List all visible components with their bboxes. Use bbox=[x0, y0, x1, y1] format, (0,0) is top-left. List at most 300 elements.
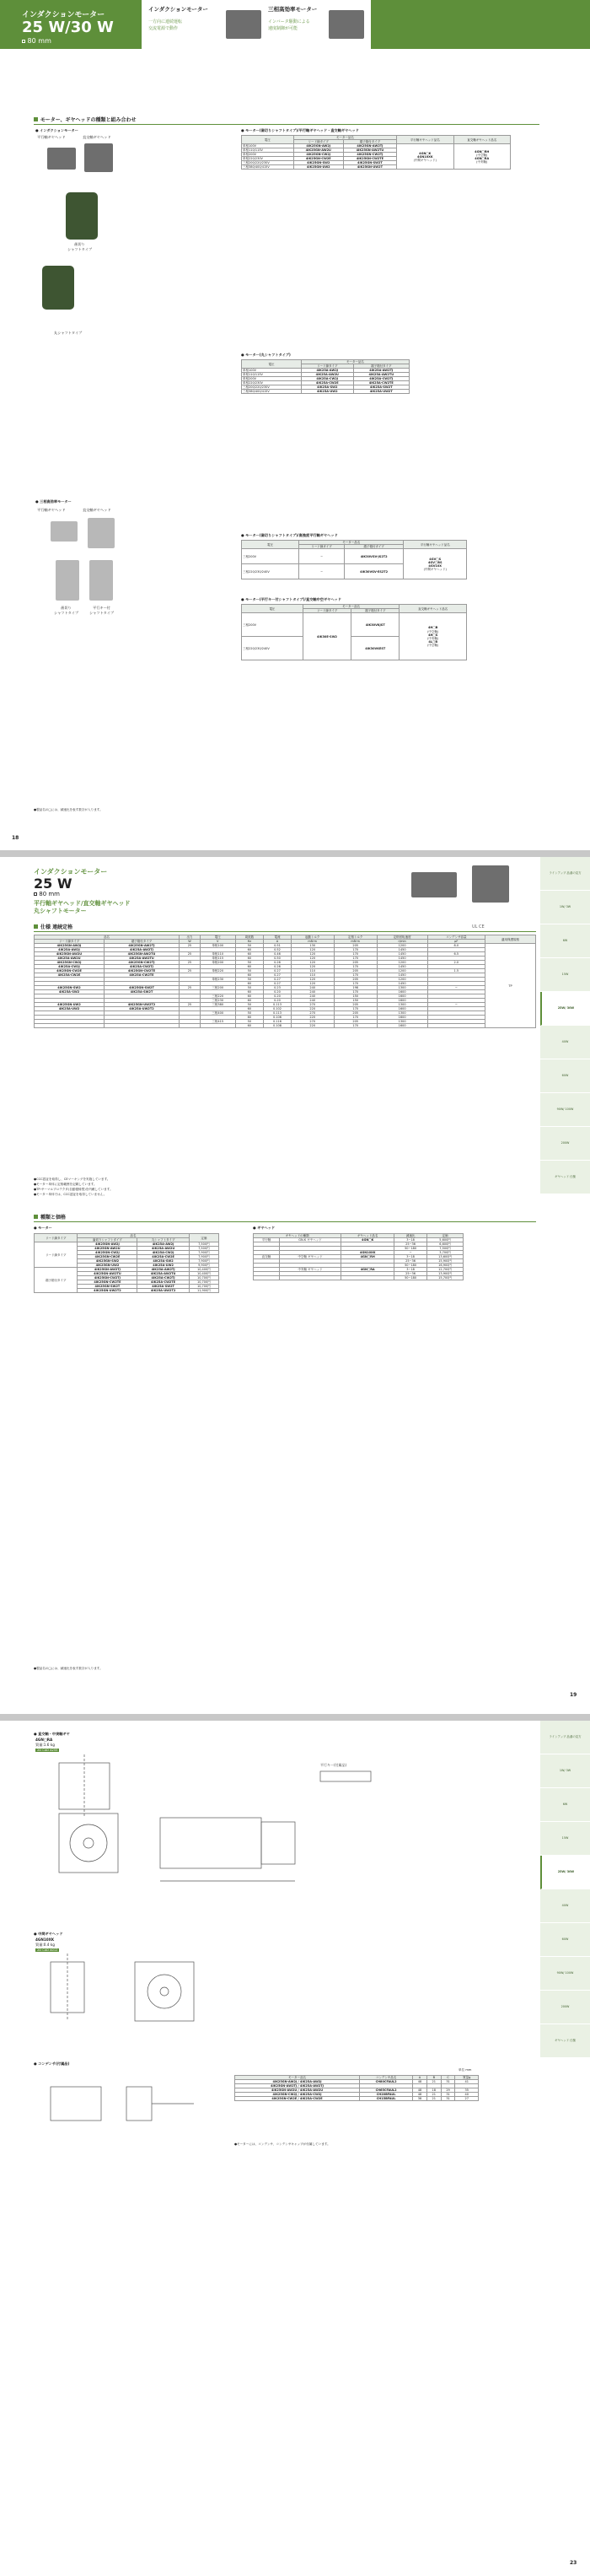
spec-u-out: W bbox=[179, 940, 200, 944]
t1-r3-v: 単相220/230V bbox=[242, 157, 294, 161]
spec-marker bbox=[34, 924, 38, 929]
spec-cell: 4IK25GN-AW2TJ bbox=[105, 944, 180, 948]
t1-gear2: 4GN10XK bbox=[417, 154, 433, 159]
spec-cell: 1600 bbox=[377, 990, 427, 994]
gear-cell: 7,500円 bbox=[427, 1247, 464, 1251]
spec-cell: − bbox=[427, 1003, 485, 1007]
t4-lead: 4IK30E-SW2 bbox=[303, 613, 351, 660]
s1-front-shaft bbox=[83, 1838, 94, 1848]
gear-cell: 5,600円 bbox=[427, 1238, 464, 1242]
capacitor-cell: 4IK25GN-AW2J / 4IK25A-AW2J bbox=[235, 2080, 360, 2084]
spec-cell: 4IK25GN-SW2 bbox=[35, 986, 105, 990]
spec-note-1: ●モーター単体に定格範囲を記載しています。 bbox=[34, 1183, 97, 1186]
t3-r2-b: 4IK30VGV-ES2T2 bbox=[344, 564, 404, 579]
spec-cell: 25 bbox=[179, 944, 200, 948]
spec-cell: 4IK25GN-AW2TU bbox=[105, 952, 180, 957]
spec-cell: 2.0 bbox=[427, 961, 485, 965]
lbl-three-pinion2: シャフトタイプ bbox=[54, 611, 79, 615]
spec-u-cur: A bbox=[264, 940, 292, 944]
th-parallel-gear: 平行軸ギヤヘッド品名 bbox=[397, 136, 453, 144]
p19-tab-8[interactable]: 200W bbox=[540, 1127, 590, 1161]
p19-tab-0[interactable]: ラインアップ 品番の見方 bbox=[540, 857, 590, 891]
gear-cell: 15,700円 bbox=[427, 1276, 464, 1280]
gear-cell: 25~36 bbox=[394, 1272, 427, 1276]
spec-cell: 205 bbox=[334, 1020, 377, 1024]
spec-u-rated: mN·m bbox=[334, 940, 377, 944]
gear-cell: 4GN10XK bbox=[341, 1251, 394, 1255]
header-induction-title: インダクションモーター bbox=[148, 6, 208, 13]
spec-cell: 198 bbox=[334, 986, 377, 990]
t2-r4-a: 4IK25A-SW2 bbox=[301, 385, 353, 390]
t4-box1: 4IK30VKJST bbox=[351, 613, 400, 637]
t1-r0-a: 4IK25GN-AW2J bbox=[293, 144, 343, 148]
t3-th-lead: リード線タイプ bbox=[299, 545, 345, 549]
th-voltage: 電圧 bbox=[242, 136, 294, 144]
three-key-motor-photo bbox=[89, 560, 113, 601]
s3-title: ● コンデンサ(付属品) bbox=[34, 2061, 70, 2066]
spec-cell: 60 bbox=[235, 982, 264, 986]
spec-cell: 60 bbox=[235, 994, 264, 999]
spec-cell: 0.23 bbox=[264, 986, 292, 990]
spec-cell: 0.20 bbox=[264, 994, 292, 999]
spec-u-speed: r/min bbox=[377, 940, 427, 944]
t1-r3-a: 4IK25GN-CW2E bbox=[293, 157, 343, 161]
t2-r3-v: 単相220/230V bbox=[242, 381, 302, 385]
t2-r2-b: 4IK25A-CW2TJ bbox=[353, 377, 409, 381]
p23-tab-9[interactable]: ギヤヘッド 仕様 bbox=[540, 2024, 590, 2058]
p19-sub2: 丸シャフトモーター bbox=[34, 908, 87, 914]
spec-cell: 220 bbox=[291, 1016, 334, 1020]
p19-frame-value: 80 mm bbox=[39, 891, 61, 897]
gear-cell: 13,600円 bbox=[427, 1255, 464, 1259]
p19-tab-3[interactable]: 15W bbox=[540, 958, 590, 992]
t4-g1-sub: (中空軸) bbox=[427, 629, 439, 633]
motor-price-cell: 7,500円 bbox=[189, 1247, 218, 1251]
spec-cell: 120 bbox=[291, 948, 334, 952]
s1-motor-cap bbox=[261, 1822, 295, 1864]
gp-th-ratio: 減速比 bbox=[394, 1234, 427, 1238]
spec-cell bbox=[105, 1024, 180, 1028]
motor-pinion-cell: 4IK25GN-UW2 bbox=[78, 1264, 137, 1268]
p19-tab-1[interactable]: 1W/ 3W bbox=[540, 891, 590, 924]
spec-cell: 単相110 bbox=[200, 952, 235, 957]
mp-th-pinion: 歯切りシャフトタイプ bbox=[78, 1238, 137, 1242]
spec-cell: − bbox=[427, 986, 485, 990]
spec-cell: 1600 bbox=[377, 1007, 427, 1011]
header-three-title: 三相高効率モーター bbox=[268, 6, 318, 13]
spec-cell: 4IK25GN-SW2T bbox=[105, 986, 180, 990]
spec-cell: 三相230 bbox=[200, 999, 235, 1003]
t4-th-lead: リード線タイプ bbox=[303, 609, 351, 613]
capacitor-cell: 27 bbox=[455, 2097, 479, 2101]
gear-cell: 50~180 bbox=[394, 1247, 427, 1251]
spec-cell: 240 bbox=[291, 999, 334, 1003]
gear-cell: 4GN□K bbox=[341, 1238, 394, 1242]
t1-r5-b: 4IK25GN-UW2T bbox=[343, 165, 396, 170]
s2-front-shaft bbox=[160, 1987, 169, 1996]
s1-cad: 2D CAD A255 bbox=[37, 1749, 58, 1752]
th-lead: リード線タイプ bbox=[293, 140, 343, 144]
motor-price-cell: 9,900円 bbox=[189, 1264, 218, 1268]
t1-ra1: 4GN□RH bbox=[475, 149, 490, 154]
motor-round-cell: 4IK25A-CW2J bbox=[137, 1251, 189, 1255]
motor-round-cell: 4IK25A-AW2J bbox=[137, 1242, 189, 1247]
gear-cell: 25~36 bbox=[394, 1242, 427, 1247]
three-parallel-gearhead-photo bbox=[51, 521, 78, 542]
gear-sub: ● ギヤヘッド bbox=[253, 1226, 276, 1230]
mp-th-round: 丸シャフトタイプ bbox=[137, 1238, 189, 1242]
spec-cell: 60 bbox=[235, 957, 264, 961]
t4-g2: 4H□S bbox=[428, 633, 438, 637]
t1-r2-b: 4IK25GN-CW2TJ bbox=[343, 153, 396, 157]
t2-r3-b: 4IK25A-CW2TE bbox=[353, 381, 409, 385]
pinion-motor-photo bbox=[66, 192, 98, 240]
spec-th-out: 出力 bbox=[179, 935, 200, 940]
spec-cell: 1300 bbox=[377, 1003, 427, 1007]
p19-frame bbox=[34, 891, 60, 897]
capacitor-table bbox=[234, 2075, 479, 2101]
t4-g1: 4H□B bbox=[428, 626, 438, 630]
capacitor-cell: 29 bbox=[441, 2088, 455, 2093]
motor-round-cell: 4IK25A-AW2TU bbox=[137, 1272, 189, 1276]
t3-r2-v: 三相220/230/240V bbox=[242, 564, 299, 579]
s3-title-text: コンデンサ(付属品) bbox=[38, 2061, 70, 2066]
capacitor-cell: 48 bbox=[413, 2088, 427, 2093]
cap-th-c: C bbox=[441, 2076, 455, 2080]
gear-cell: − bbox=[394, 1251, 427, 1255]
motor-group-cell: 端子箱付タイプ bbox=[35, 1268, 78, 1293]
catalog-page-23 bbox=[0, 1721, 590, 2576]
table2-title-text: モーター(丸シャフトタイプ) bbox=[245, 353, 291, 357]
table3-title-text: モーター(歯切りシャフトタイプ)/高強度平行軸ギヤヘッド bbox=[245, 533, 338, 537]
gear-cell: 50~180 bbox=[394, 1276, 427, 1280]
page19-note: ●製品名の□には、減速比を表す数字が入ります。 bbox=[34, 1667, 103, 1670]
spec-cell: 0.26 bbox=[264, 965, 292, 969]
left-ind-title-text: インダクションモーター bbox=[40, 128, 78, 132]
p19-tab-6[interactable]: 60W bbox=[540, 1059, 590, 1093]
s2-cad: 2D CAD A012 bbox=[37, 1948, 58, 1952]
header-power: 25 W/30 W bbox=[22, 19, 114, 36]
spec-cell: 270 bbox=[291, 1003, 334, 1007]
t3-th-gear: 平行軸ギヤヘッド品名 bbox=[404, 541, 467, 549]
lbl-three-key1: 平行キー付 bbox=[93, 606, 110, 610]
motor-price-cell: 7,900円 bbox=[189, 1255, 218, 1259]
parallel-gearhead-photo bbox=[47, 148, 76, 170]
spec-cell: 三相415 bbox=[200, 1020, 235, 1024]
mp-th-type: リード線タイプ bbox=[35, 1234, 78, 1242]
motor-sub: ● モーター bbox=[34, 1226, 52, 1230]
s2-drawing bbox=[34, 1954, 236, 2055]
t2-r5-b: 4IK25A-UW2T bbox=[353, 390, 409, 394]
spec-cell: 170 bbox=[334, 982, 377, 986]
p23-tab-7[interactable]: 90W/ 100W bbox=[540, 1957, 590, 1991]
spec-cell: 0.106 bbox=[264, 1016, 292, 1020]
spec-cell: 150 bbox=[334, 994, 377, 999]
motor-price-cell: 11,900円 bbox=[189, 1289, 218, 1293]
p19-tab-7[interactable]: 90W/ 100W bbox=[540, 1093, 590, 1127]
t4-box2: 4IK30VKEST bbox=[351, 637, 400, 660]
p19-tab-4[interactable]: 25W/ 30W bbox=[540, 992, 590, 1026]
section-rule bbox=[34, 124, 539, 125]
t2-r1-a: 4IK25A-AW2U bbox=[301, 373, 353, 377]
gear-cell: 16,900円 bbox=[427, 1264, 464, 1268]
motor-round-cell: 4IK25A-CW2E bbox=[137, 1255, 189, 1259]
spec-cell: 25 bbox=[179, 1003, 200, 1007]
t2-r2-v: 単相200V bbox=[242, 377, 302, 381]
spec-note-0: ●CCC認証を取得し、CEマーキングを実施しています。 bbox=[34, 1178, 110, 1181]
s2-title: ● 中間ギヤヘッド bbox=[34, 1932, 63, 1936]
capacitor-row bbox=[235, 2097, 479, 2101]
t3-r1-a: − bbox=[299, 549, 345, 564]
spec-cell: 0.116 bbox=[264, 1020, 292, 1024]
spec-cell: 4IK25A-AW2TU bbox=[105, 957, 180, 961]
s2-mass: 質量:0.4 kg bbox=[35, 1943, 55, 1947]
p23-tab-4[interactable]: 25W/ 30W bbox=[540, 1856, 590, 1889]
capacitor-cell: 41 bbox=[455, 2080, 479, 2084]
s2-front-boss bbox=[148, 1975, 181, 2008]
spec-cell: 50 bbox=[235, 961, 264, 965]
p23-tab-1[interactable]: 1W/ 3W bbox=[540, 1754, 590, 1788]
t4-r2-v: 三相220/230/240V bbox=[242, 637, 303, 660]
gear-cell: 4GN□RH bbox=[341, 1255, 394, 1259]
s2-model: 4GN10XK bbox=[35, 1937, 55, 1942]
spec-th-speed: 定格回転速度 bbox=[377, 935, 427, 940]
spec-cell: 205 bbox=[334, 969, 377, 973]
spec-cell: 170 bbox=[334, 957, 377, 961]
cap-th-a: A bbox=[413, 2076, 427, 2080]
spec-cell: 0.27 bbox=[264, 982, 292, 986]
spec-th-start: 起動トルク bbox=[291, 935, 334, 940]
spec-u-freq: Hz bbox=[235, 940, 264, 944]
gp-th-price: 定価 bbox=[427, 1234, 464, 1238]
spec-cell: 60 bbox=[235, 952, 264, 957]
spec-cell: 単相200 bbox=[200, 961, 235, 965]
spec-cell: 4IK25A-SW2 bbox=[35, 990, 105, 994]
spec-cell: 270 bbox=[291, 1011, 334, 1016]
p19-sub1: 平行軸ギヤヘッド/直交軸ギヤヘッド bbox=[34, 900, 131, 907]
t1-r5-v: 三相380/400/415V bbox=[242, 165, 294, 170]
motor-price-cell: 10,700円 bbox=[189, 1280, 218, 1285]
motor-pinion-cell: 4IK25GN-AW2U bbox=[78, 1247, 137, 1251]
header-three-desc1: インバータ駆動による bbox=[268, 19, 310, 24]
s3-cap-side bbox=[126, 2087, 152, 2121]
spec-cell: 205 bbox=[334, 944, 377, 948]
motor-round-cell: 4IK25A-AW2TJ bbox=[137, 1268, 189, 1272]
motor-round-cell: 4IK25A-SW2 bbox=[137, 1259, 189, 1264]
motor-price-cell: 10,700円 bbox=[189, 1276, 218, 1280]
motor-pinion-cell: 4IK25GN-CW2J bbox=[78, 1251, 137, 1255]
gear-cell bbox=[279, 1276, 341, 1280]
capacitor-cell: 18 bbox=[426, 2088, 441, 2093]
header-frame-value: 80 mm bbox=[27, 37, 51, 45]
spec-cell: 25 bbox=[179, 961, 200, 965]
capacitor-cell: 4IK25GN-AW2U / 4IK25A-AW2U bbox=[235, 2088, 360, 2093]
spec-cell: 170 bbox=[334, 948, 377, 952]
gear-cell: GN-K ギヤヘッド bbox=[279, 1238, 341, 1242]
p19-motor-photo-1 bbox=[411, 872, 457, 897]
cap-th-motor: モーター品名 bbox=[235, 2076, 360, 2080]
p23-tab-0[interactable]: ラインアップ 品番の見方 bbox=[540, 1721, 590, 1754]
p23-tab-3[interactable]: 15W bbox=[540, 1822, 590, 1856]
spec-cell: 240 bbox=[291, 994, 334, 999]
t1-ra2-sub: (中実軸) bbox=[476, 159, 488, 164]
t3-r1-v: 三相200V bbox=[242, 549, 299, 564]
t1-ra1-sub: (中空軸) bbox=[476, 153, 488, 157]
spec-cell: 1600 bbox=[377, 994, 427, 999]
header-induction-desc2: 交流電源で動作 bbox=[148, 26, 179, 31]
t3-g3-sub: (中間ギヤヘッド) bbox=[423, 567, 447, 571]
t1-r4-v: 三相200/220/230V bbox=[242, 161, 294, 165]
s1-front-gear bbox=[59, 1813, 118, 1873]
spec-cell: 240 bbox=[291, 986, 334, 990]
lbl-three-key2: シャフトタイプ bbox=[89, 611, 115, 615]
spec-cell: 50 bbox=[235, 944, 264, 948]
spec-cell: 170 bbox=[334, 1024, 377, 1028]
spec-cell: 0.113 bbox=[264, 1011, 292, 1016]
price-marker bbox=[34, 1215, 38, 1219]
t3-g3: 4GV10X bbox=[428, 563, 442, 568]
lbl-parallel: 平行軸ギヤヘッド bbox=[37, 135, 66, 139]
spec-cell: 0.52 bbox=[264, 948, 292, 952]
gear-cell: 3~18 bbox=[394, 1268, 427, 1272]
s3-note: ●モーターには、コンデンサ、コンデンサキャップが付属しています。 bbox=[234, 2142, 330, 2146]
spec-cell: 1300 bbox=[377, 986, 427, 990]
t3-th-box: 端子箱付タイプ bbox=[344, 545, 404, 549]
mp-th-price: 定価 bbox=[189, 1234, 218, 1242]
capacitor-cell: 40 bbox=[455, 2093, 479, 2097]
motor-price-cell: 7,900円 bbox=[189, 1251, 218, 1255]
t2-r4-b: 4IK25A-SW2T bbox=[353, 385, 409, 390]
th-box: 端子箱付タイプ bbox=[343, 140, 396, 144]
spec-note-2: ●TP:サーマルプロテクタ(自動復帰型)を内蔵しています。 bbox=[34, 1188, 113, 1191]
t1-r1-v: 単相110/115V bbox=[242, 148, 294, 153]
t1-r5-a: 4IK25GN-UW2 bbox=[293, 165, 343, 170]
capacitor-body bbox=[235, 2080, 479, 2101]
t3-th-motor: モーター品名 bbox=[299, 541, 404, 545]
price-rule bbox=[34, 1221, 536, 1222]
spec-cell: 120 bbox=[291, 961, 334, 965]
gear-cell bbox=[254, 1276, 280, 1280]
combination-table-1 bbox=[241, 135, 511, 170]
spec-cell: 0.108 bbox=[264, 1024, 292, 1028]
table2-title: ● モーター(丸シャフトタイプ) bbox=[241, 353, 291, 357]
spec-cell: 220 bbox=[291, 1007, 334, 1011]
gear-cell: 13,900円 bbox=[427, 1272, 464, 1276]
spec-cell: 60 bbox=[235, 1016, 264, 1020]
table1-title: ● モーター(歯切りシャフトタイプ)/平行軸ギヤヘッド・直交軸ギヤヘッド bbox=[241, 128, 359, 132]
gp-th-name: ギヤヘッド品名 bbox=[341, 1234, 394, 1238]
gear-cell: 50~180 bbox=[394, 1264, 427, 1268]
capacitor-cell: 4IK25GN-CW2E / 4IK25A-CW2E bbox=[235, 2097, 360, 2101]
t1-r3-b: 4IK25GN-CW2TE bbox=[343, 157, 396, 161]
t2-r2-a: 4IK25A-CW2J bbox=[301, 377, 353, 381]
spec-th-lead: リード線タイプ bbox=[35, 940, 105, 944]
gear-sub-text: ギヤヘッド bbox=[257, 1226, 276, 1230]
gear-cell bbox=[341, 1276, 394, 1280]
t2-r5-a: 4IK25A-UW2 bbox=[301, 390, 353, 394]
t2-r4-v: 三相200/220/230V bbox=[242, 385, 302, 390]
motor-price-cell: 10,400円 bbox=[189, 1268, 218, 1272]
spec-cell: 0.26 bbox=[264, 961, 292, 965]
table4-title: ● モーター(平行キー付シャフトタイプ)/直交軸中空ギヤヘッド bbox=[241, 597, 341, 601]
t2-th-voltage: 電圧 bbox=[242, 360, 302, 369]
p23-tab-8[interactable]: 200W bbox=[540, 1991, 590, 2024]
spec-cell: 60 bbox=[235, 1007, 264, 1011]
spec-cell: 4IK25A-AW2U bbox=[35, 957, 105, 961]
motor-price-cell: 10,400円 bbox=[189, 1272, 218, 1276]
spec-cell: 三相400 bbox=[200, 1011, 235, 1016]
motor-pinion-cell: 4IK25GN-CW2TE bbox=[78, 1280, 137, 1285]
spec-cell: 4IK25A-SW2T bbox=[105, 990, 180, 994]
t4-g2-sub: (中実軸) bbox=[427, 636, 439, 640]
motor-pinion-cell: 4IK25GN-CW2TJ bbox=[78, 1276, 137, 1280]
spec-cell: 0.20 bbox=[264, 990, 292, 994]
p19-title: インダクションモーター bbox=[34, 868, 108, 876]
spec-u-start: mN·m bbox=[291, 940, 334, 944]
spec-th-rated: 定格トルク bbox=[334, 935, 377, 940]
spec-cell: 205 bbox=[334, 1011, 377, 1016]
spec-cell: 0.113 bbox=[264, 1003, 292, 1007]
p19-tab-2[interactable]: 6W bbox=[540, 924, 590, 958]
spec-cell: 4IK25GN-UW2 bbox=[35, 1003, 105, 1007]
p23-tab-2[interactable]: 6W bbox=[540, 1788, 590, 1822]
spec-cell: 270 bbox=[291, 1020, 334, 1024]
t1-gear1: 4GN□K bbox=[419, 151, 432, 155]
gear-cell: 中実軸 ギヤヘッド bbox=[279, 1268, 341, 1272]
spec-cell: 4IK25A-CW2TJ bbox=[105, 965, 180, 969]
motor-price-cell: 10,700円 bbox=[189, 1285, 218, 1289]
t4-th-gear: 直交軸ギヤヘッド品名 bbox=[400, 605, 467, 613]
gear-cell: 平行軸 bbox=[254, 1238, 280, 1242]
p19-tab-5[interactable]: 40W bbox=[540, 1026, 590, 1059]
gear-cell: 直交軸 bbox=[254, 1255, 280, 1259]
s1-motor-body bbox=[160, 1818, 261, 1868]
lbl-three-pinion1: 歯切り bbox=[61, 606, 72, 610]
p23-tab-6[interactable]: 60W bbox=[540, 1923, 590, 1957]
header-frame bbox=[22, 37, 51, 45]
p23-tab-5[interactable]: 40W bbox=[540, 1889, 590, 1923]
key-shaft-table bbox=[241, 604, 467, 660]
spec-cell: 170 bbox=[334, 1016, 377, 1020]
rightangle-gearhead-photo bbox=[84, 143, 113, 172]
spec-cell: 120 bbox=[291, 952, 334, 957]
spec-cell: 0.46 bbox=[264, 952, 292, 957]
spec-cell: 1200 bbox=[377, 969, 427, 973]
s2-title-text: 中間ギヤヘッド bbox=[38, 1932, 63, 1936]
spec-cell: 0.27 bbox=[264, 978, 292, 982]
capacitor-cell: 48 bbox=[413, 2093, 427, 2097]
capacitor-cell: CH80CFAUL2 bbox=[360, 2080, 413, 2084]
three-hollow-gearhead-photo bbox=[88, 518, 115, 548]
spec-cell: 120 bbox=[291, 982, 334, 986]
left-three-title: ● 三相高効率モーター bbox=[35, 499, 72, 504]
t1-r4-b: 4IK25GN-SW2T bbox=[343, 161, 396, 165]
spec-cell: 1200 bbox=[377, 978, 427, 982]
spec-cell: 1450 bbox=[377, 973, 427, 978]
p19-tab-9[interactable]: ギヤヘッド 仕様 bbox=[540, 1161, 590, 1194]
t1-r1-a: 4IK25GN-AW2U bbox=[293, 148, 343, 153]
round-motor-photo bbox=[42, 266, 74, 310]
header-title: インダクションモーター bbox=[22, 11, 105, 19]
t3-g2: 4GV□BS bbox=[427, 560, 442, 564]
gear-cell: 4GN□RA bbox=[341, 1268, 394, 1272]
t2-r3-a: 4IK25A-CW2E bbox=[301, 381, 353, 385]
spec-u-volt: V bbox=[200, 940, 235, 944]
lbl-round: 丸シャフトタイプ bbox=[54, 331, 83, 335]
lbl-three-parallel: 平行軸ギヤヘッド bbox=[37, 508, 66, 512]
spec-cell: 60 bbox=[235, 999, 264, 1003]
spec-cell: 単相220 bbox=[200, 969, 235, 973]
